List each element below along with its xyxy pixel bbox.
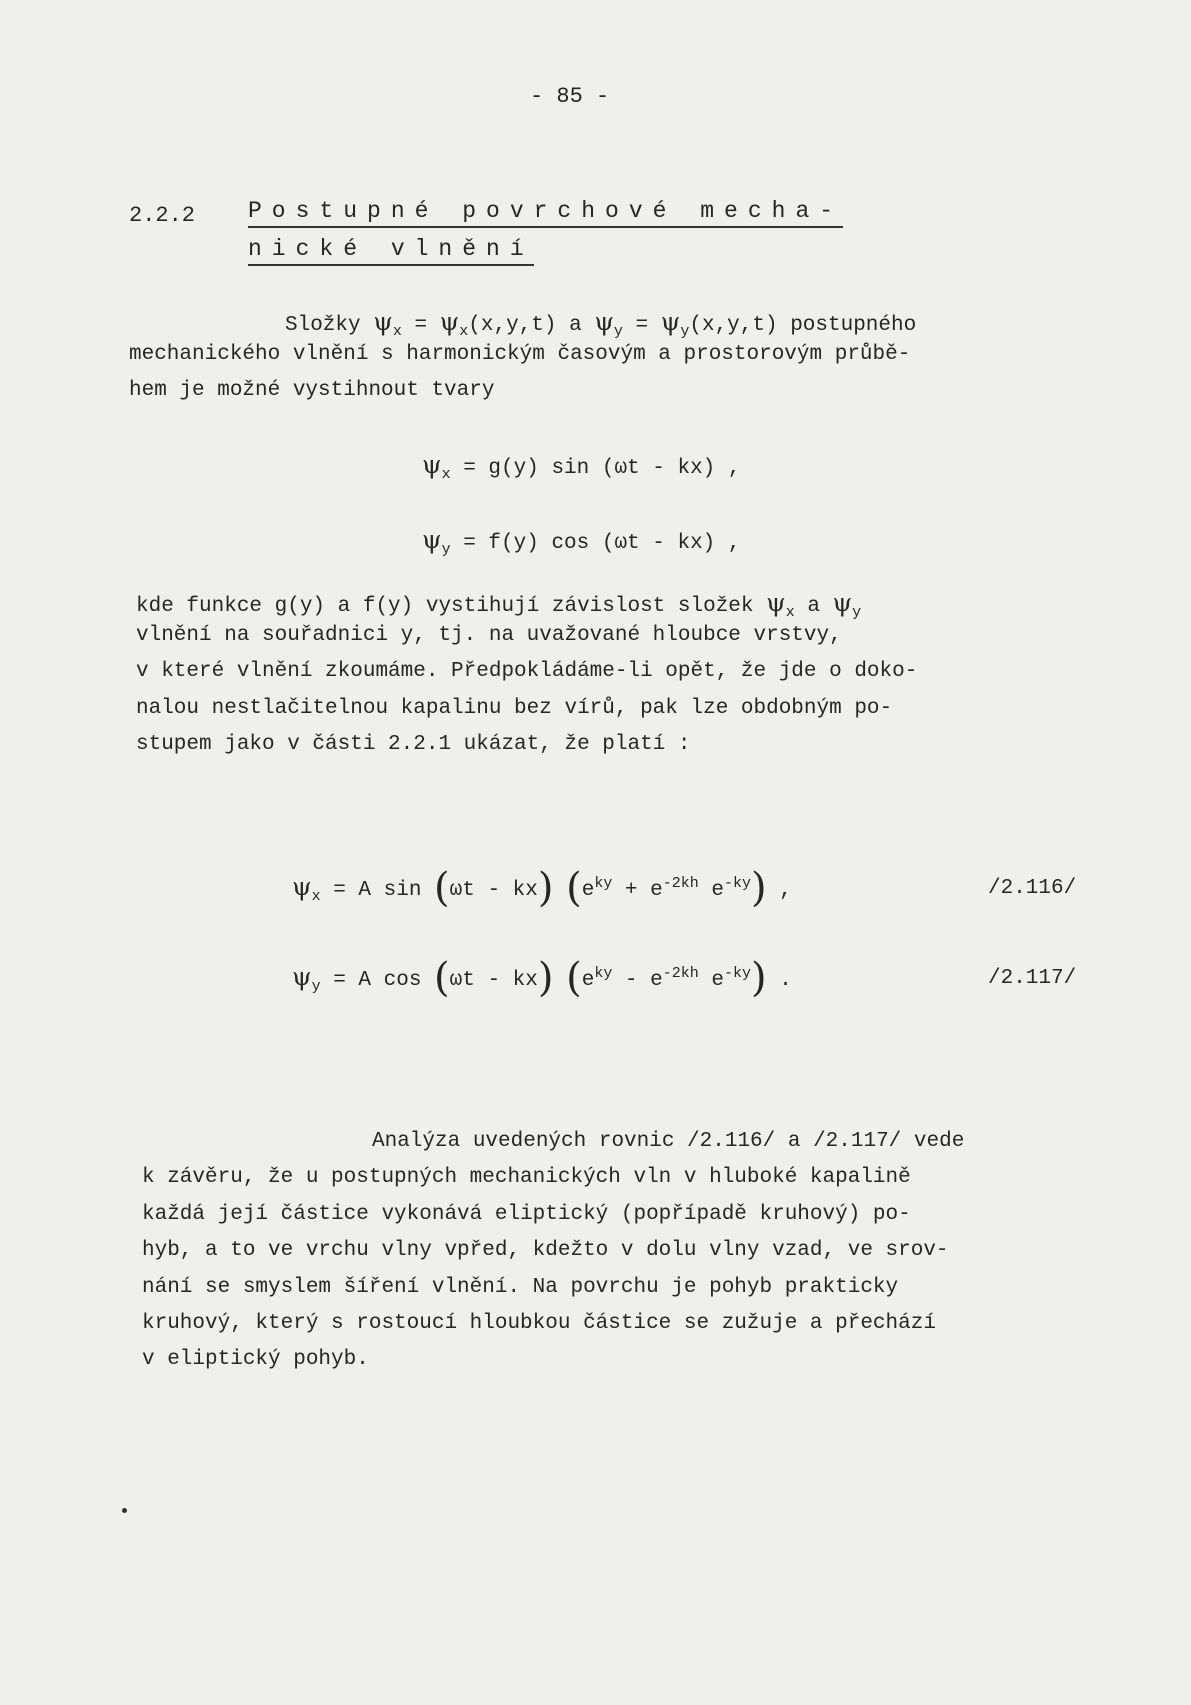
paragraph3-line1: Analýza uvedených rovnic /2.116/ a /2.117/ vede — [372, 1130, 965, 1153]
paragraph3-line2: k závěru, že u postupných mechanických vln v hluboké kapalině — [142, 1166, 911, 1189]
paragraph3-line6: kruhový, který s rostoucí hloubkou částice se zužuje a přechází — [142, 1312, 936, 1335]
section-title-line1: Postupné povrchové mecha- — [248, 198, 843, 224]
stray-dot — [122, 1508, 127, 1513]
paragraph2-line1: kde funkce g(y) a f(y) vystihují závislost složek $\psi_x$ a $\psi_y$ — [136, 588, 862, 622]
page-number: - 85 - — [530, 84, 610, 109]
section-title-line2: nické vlnění — [248, 236, 534, 262]
equation-psi-y-short: $\psi_y = f(y)$ cos (ωt - kx) , — [422, 525, 741, 559]
equation-2-116: $\psi_x = A$ sin (ωt - kx) ($e^{ky} + e^{-2kh}$ $e^{-ky}$) , — [292, 865, 792, 911]
section-number: 2.2.2 — [129, 203, 196, 228]
paragraph2-line2: vlnění na souřadnici y, tj. na uvažované hloubce vrstvy, — [136, 624, 842, 647]
paragraph3-line3: každá její částice vykonává eliptický (popřípadě kruhový) po- — [142, 1203, 911, 1226]
equation-2-117: $\psi_y = A$ cos (ωt - kx) ($e^{ky} - e^{-2kh}$ $e^{-ky}$) . — [292, 955, 792, 1001]
equation-number-2-116: /2.116/ — [988, 877, 1077, 900]
equation-number-2-117: /2.117/ — [988, 967, 1077, 990]
equation-psi-x-short: $\psi_x = g(y)$ sin (ωt - kx) , — [422, 450, 741, 484]
paragraph2-line5: stupem jako v části 2.2.1 ukázat, že platí : — [136, 733, 691, 756]
paragraph3-line5: nání se smyslem šíření vlnění. Na povrchu je pohyb prakticky — [142, 1276, 899, 1299]
paragraph2-line4: nalou nestlačitelnou kapalinu bez vírů, pak lze obdobným po- — [136, 697, 893, 720]
paragraph3-line4: hyb, a to ve vrchu vlny vpřed, kdežto v dolu vlny vzad, ve srov- — [142, 1239, 949, 1262]
paragraph2-line3: v které vlnění zkoumáme. Předpokládáme-li opět, že jde o doko- — [136, 660, 918, 683]
paragraph1-line3: hem je možné vystihnout tvary — [129, 379, 495, 402]
paragraph3-line7: v eliptický pohyb. — [142, 1348, 369, 1371]
paragraph1-line1: Složky $\psi_x = \psi_x(x,y,t)$ a $\psi_y = \psi_y(x,y,t)$ postupného — [285, 307, 917, 341]
paragraph1-line2: mechanického vlnění s harmonickým časovým a prostorovým průbě- — [129, 343, 911, 366]
